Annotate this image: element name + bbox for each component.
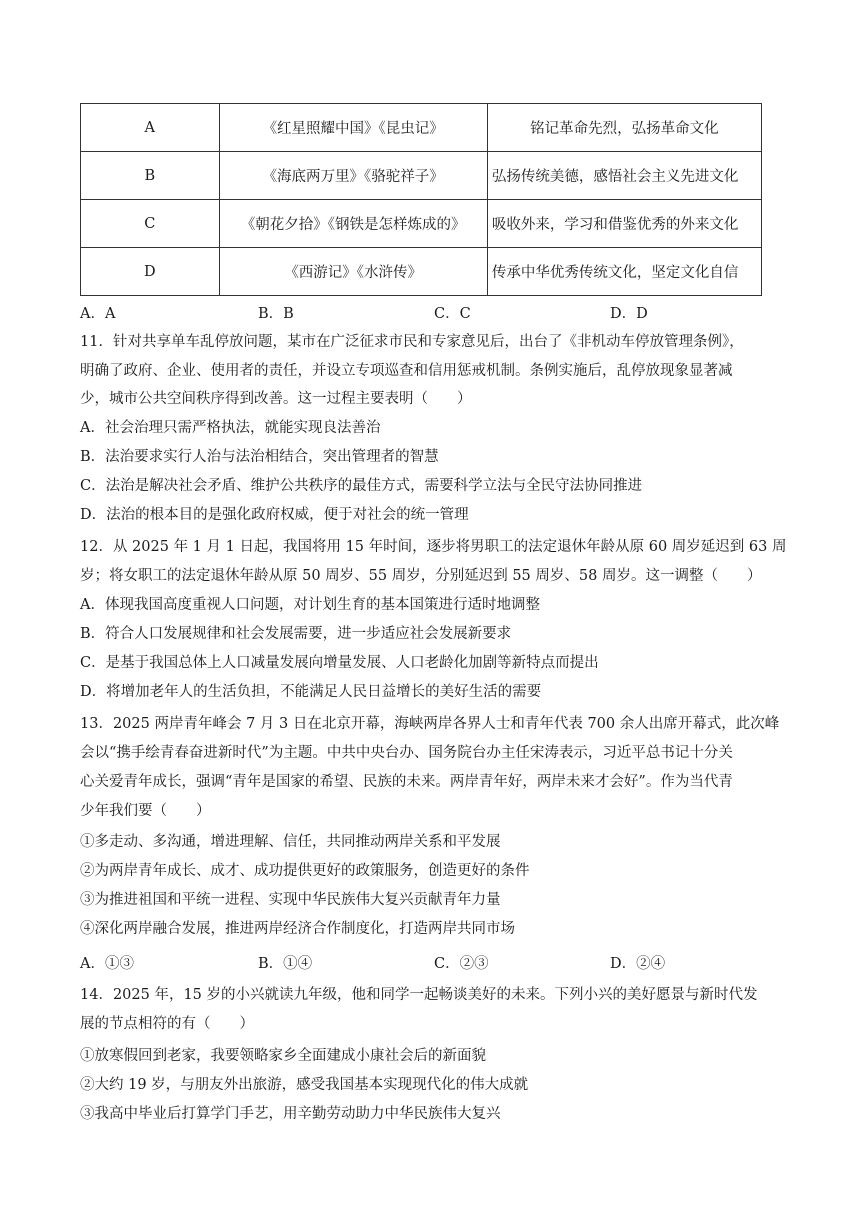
table-cell-letter: A (81, 104, 220, 152)
table-cell-meaning: 传承中华优秀传统文化，坚定文化自信 (487, 248, 761, 296)
q11-option-b[interactable]: B．法治要求实行人治与法治相结合，突出管理者的智慧 (80, 449, 439, 465)
q13-stem-line: 心关爱青年成长，强调“青年是国家的希望、民族的未来。两岸青年好，两岸未来才会好”。作为当代青 (80, 774, 733, 790)
table-cell-books: 《红星照耀中国》《昆虫记》 (219, 104, 487, 152)
choice-a[interactable]: A．A (80, 306, 116, 322)
q13-item: ①多走动、多沟通，增进理解、信任，共同推动两岸关系和平发展 (80, 834, 501, 850)
q14-item: ③我高中毕业后打算学门手艺，用辛勤劳动助力中华民族伟大复兴 (80, 1106, 501, 1122)
q11-option-d[interactable]: D．法治的根本目的是强化政府权威，便于对社会的统一管理 (80, 507, 469, 523)
q11-option-a[interactable]: A．社会治理只需严格执法，就能实现良法善治 (80, 420, 381, 436)
table-row (81, 200, 762, 248)
q13-item: ②为两岸青年成长、成才、成功提供更好的政策服务，创造更好的条件 (80, 863, 530, 879)
table-cell-letter: D (81, 248, 220, 296)
table-cell-meaning: 吸收外来，学习和借鉴优秀的外来文化 (487, 200, 761, 248)
table-row (81, 152, 762, 200)
q12-option-a[interactable]: A．体现我国高度重视人口问题，对计划生育的基本国策进行适时地调整 (80, 597, 540, 613)
q13-choices (80, 952, 780, 976)
q12-stem-line: 岁；将女职工的法定退休年龄从原 50 周岁、55 周岁，分别延迟到 55 周岁、58 周岁。这一调整（ ） (80, 568, 762, 584)
q13-stem-line: 会以“携手绘青春奋进新时代”为主题。中共中央台办、国务院台办主任宋涛表示，习近平总书记十分关 (80, 745, 733, 761)
choice-a[interactable]: A．①③ (80, 956, 134, 972)
table-row (81, 104, 762, 152)
choice-b[interactable]: B．①④ (258, 956, 313, 972)
q13-stem-line: 13．2025 两岸青年峰会 7 月 3 日在北京开幕，海峡两岸各界人士和青年代表 700 余人出席开幕式，此次峰 (80, 716, 780, 732)
table-cell-meaning: 铭记革命先烈，弘扬革命文化 (487, 104, 761, 152)
options-table (80, 103, 762, 296)
table-cell-books: 《西游记》《水浒传》 (219, 248, 487, 296)
q11-stem-line: 11．针对共享单车乱停放问题，某市在广泛征求市民和专家意见后，出台了《非机动车停放管理条例》， (80, 334, 744, 350)
q11-stem-line: 明确了政府、企业、使用者的责任，并设立专项巡查和信用惩戒机制。条例实施后，乱停放现象显著减 (80, 363, 733, 379)
q10-choices (80, 302, 780, 326)
choice-b[interactable]: B．B (258, 306, 294, 322)
q13-item: ④深化两岸融合发展，推进两岸经济合作制度化，打造两岸共同市场 (80, 921, 515, 937)
q14-stem-line: 展的节点相符的有（ ） (80, 1016, 254, 1032)
q12-option-d[interactable]: D．将增加老年人的生活负担，不能满足人民日益增长的美好生活的需要 (80, 684, 542, 700)
table-cell-letter: C (81, 200, 220, 248)
choice-d[interactable]: D．D (610, 306, 648, 322)
q12-stem-line: 12．从 2025 年 1 月 1 日起，我国将用 15 年时间，逐步将男职工的法定退休年龄从原 60 周岁延迟到 63 周 (80, 539, 787, 555)
table-cell-letter: B (81, 152, 220, 200)
table-cell-books: 《朝花夕拾》《钢铁是怎样炼成的》 (219, 200, 487, 248)
q12-option-c[interactable]: C．是基于我国总体上人口减量发展向增量发展、人口老龄化加剧等新特点而提出 (80, 655, 599, 671)
choice-d[interactable]: D．②④ (610, 956, 666, 972)
q13-item: ③为推进祖国和平统一进程、实现中华民族伟大复兴贡献青年力量 (80, 892, 501, 908)
q13-stem-line: 少年我们要（ ） (80, 803, 211, 819)
choice-c[interactable]: C．C (434, 306, 471, 322)
q14-stem-line: 14．2025 年，15 岁的小兴就读九年级，他和同学一起畅谈美好的未来。下列小兴的美好愿景与新时代发 (80, 987, 758, 1003)
q11-option-c[interactable]: C．法治是解决社会矛盾、维护公共秩序的最佳方式，需要科学立法与全民守法协同推进 (80, 478, 643, 494)
q14-item: ①放寒假回到老家，我要领略家乡全面建成小康社会后的新面貌 (80, 1048, 486, 1064)
table-cell-books: 《海底两万里》《骆驼祥子》 (219, 152, 487, 200)
q11-stem-line: 少，城市公共空间秩序得到改善。这一过程主要表明（ ） (80, 391, 472, 407)
q12-option-b[interactable]: B．符合人口发展规律和社会发展需要，进一步适应社会发展新要求 (80, 626, 512, 642)
table-row (81, 248, 762, 296)
table-cell-meaning: 弘扬传统美德，感悟社会主义先进文化 (487, 152, 761, 200)
q14-item: ②大约 19 岁，与朋友外出旅游，感受我国基本实现现代化的伟大成就 (80, 1077, 529, 1093)
choice-c[interactable]: C．②③ (434, 956, 489, 972)
